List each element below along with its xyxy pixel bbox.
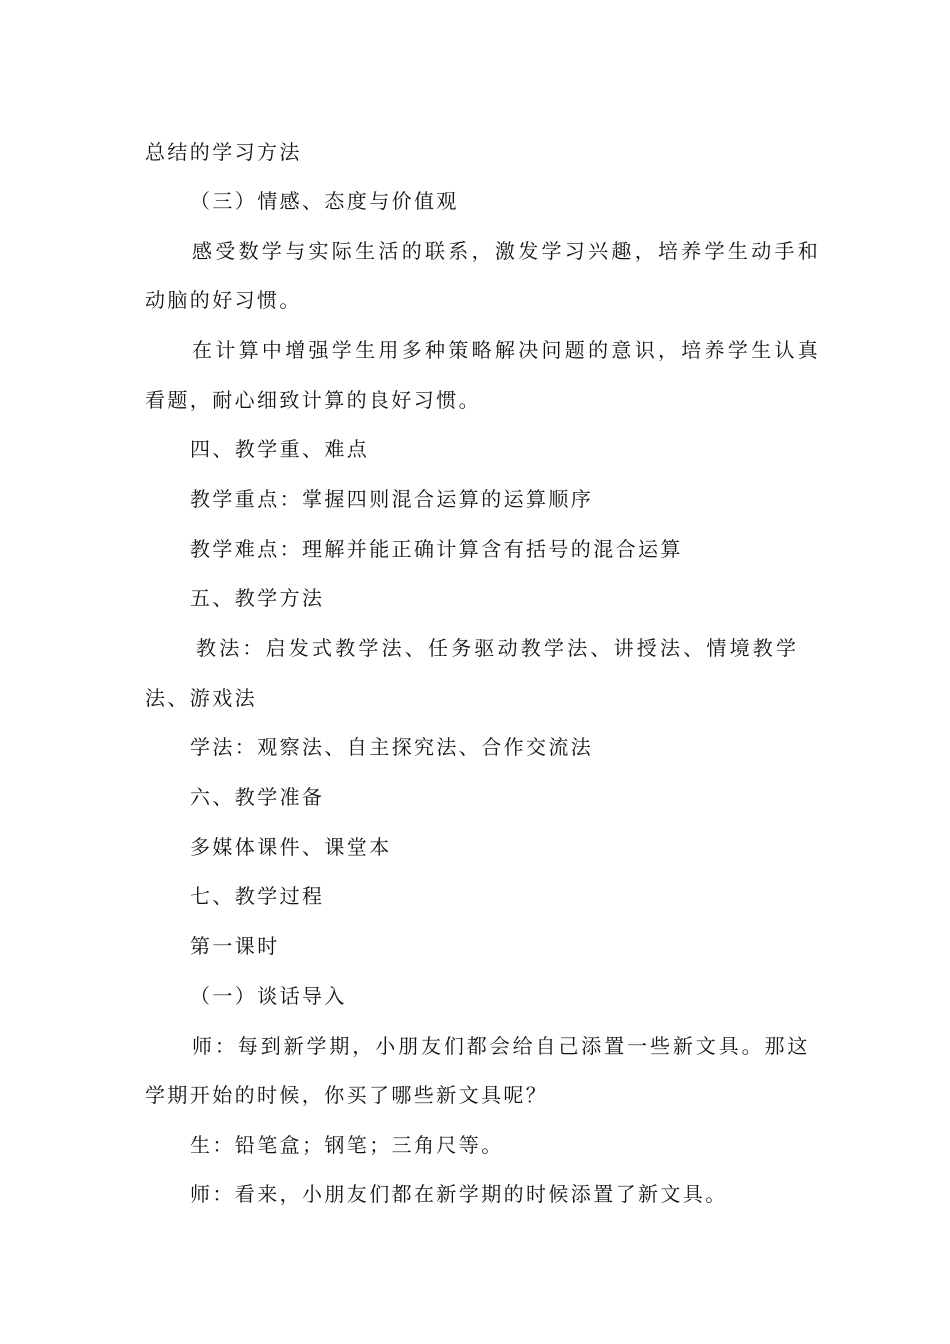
section-heading: 五、教学方法	[190, 586, 325, 610]
paragraph-line: 看题，耐心细致计算的良好习惯。	[145, 388, 481, 412]
paragraph-line: 学法：观察法、自主探究法、合作交流法	[190, 735, 594, 759]
section-heading: 四、教学重、难点	[190, 437, 370, 461]
dialogue-line: 师：每到新学期，小朋友们都会给自己添置一些新文具。那这	[192, 1034, 811, 1058]
section-heading: 七、教学过程	[190, 884, 325, 908]
subsection-heading: 第一课时	[190, 934, 280, 958]
dialogue-line: 生：铅笔盒；钢笔；三角尺等。	[190, 1133, 504, 1157]
dialogue-line: 学期开始的时候，你买了哪些新文具呢？	[145, 1083, 549, 1107]
subsection-heading: （一）谈话导入	[190, 984, 347, 1008]
text-line: 总结的学习方法	[145, 140, 302, 164]
paragraph-line: 教学难点：理解并能正确计算含有括号的混合运算	[190, 537, 683, 561]
section-heading: （三）情感、态度与价值观	[190, 189, 459, 213]
dialogue-line: 师：看来，小朋友们都在新学期的时候添置了新文具。	[190, 1182, 728, 1206]
paragraph-line: 在计算中增强学生用多种策略解决问题的意识，培养学生认真	[192, 338, 822, 362]
paragraph-line: 多媒体课件、课堂本	[190, 835, 392, 859]
paragraph-line: 教法：启发式教学法、任务驱动教学法、讲授法、情境教学	[196, 636, 800, 660]
paragraph-line: 法、游戏法	[145, 686, 257, 710]
paragraph-line: 动脑的好习惯。	[145, 288, 302, 312]
paragraph-line: 教学重点：掌握四则混合运算的运算顺序	[190, 487, 594, 511]
paragraph-line: 感受数学与实际生活的联系，激发学习兴趣，培养学生动手和	[192, 239, 822, 263]
section-heading: 六、教学准备	[190, 785, 325, 809]
